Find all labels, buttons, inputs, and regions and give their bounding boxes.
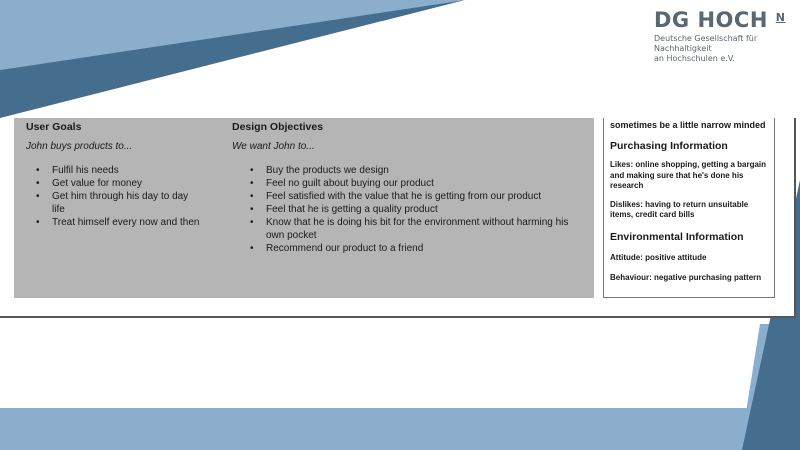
logo-subtitle-2: an Hochschulen e.V. [654, 54, 735, 63]
user-goals-list [26, 164, 226, 229]
bottom-light-band [0, 408, 800, 450]
list-item: • Treat himself every now and then [52, 216, 226, 229]
logo-subtitle-1: Deutsche Gesellschaft für Nachhaltigkeit [654, 34, 758, 53]
list-item: • Feel no guilt about buying our product [266, 177, 582, 190]
purchasing-heading: Purchasing Information [610, 140, 728, 152]
likes-text: Likes: online shopping, getting a bargain and making sure that he's done his research [610, 160, 767, 190]
list-item: • Fulfil his needs [52, 164, 226, 177]
list-item: • Get value for money [52, 177, 226, 190]
design-objectives-column [232, 121, 582, 255]
design-objectives-list [232, 164, 582, 255]
dislikes-text: Dislikes: having to return unsuitable items, credit card bills [610, 199, 749, 219]
list-item: • Feel that he is getting a quality product [266, 203, 582, 216]
attitude-text: Attitude: positive attitude [610, 252, 707, 262]
list-item: • Get him through his day to day life [52, 190, 202, 216]
persona-card [603, 118, 775, 298]
user-goals-column [26, 121, 226, 229]
environmental-heading: Environmental Information [610, 230, 744, 243]
list-item: • Buy the products we design [266, 164, 582, 177]
list-item: • Recommend our product to a friend [266, 242, 582, 255]
design-objectives-heading: Design Objectives [232, 121, 324, 133]
user-goals-subheading: John buys products to... [26, 141, 133, 152]
logo-superscript: N [775, 11, 786, 24]
dghochn-logo [654, 8, 800, 64]
persona-fragment: sometimes be a little narrow minded [610, 120, 766, 130]
logo-title [654, 8, 800, 32]
behaviour-text: Behaviour: negative purchasing pattern [610, 273, 762, 282]
list-item: • Know that he is doing his bit for the environment without harming his own pocket [266, 216, 576, 242]
design-objectives-subheading: We want John to... [232, 141, 315, 152]
user-goals-heading: User Goals [26, 121, 82, 133]
list-item: • Feel satisfied with the value that he is getting from our product [266, 190, 582, 203]
logo-name: DG HOCH [654, 8, 768, 32]
